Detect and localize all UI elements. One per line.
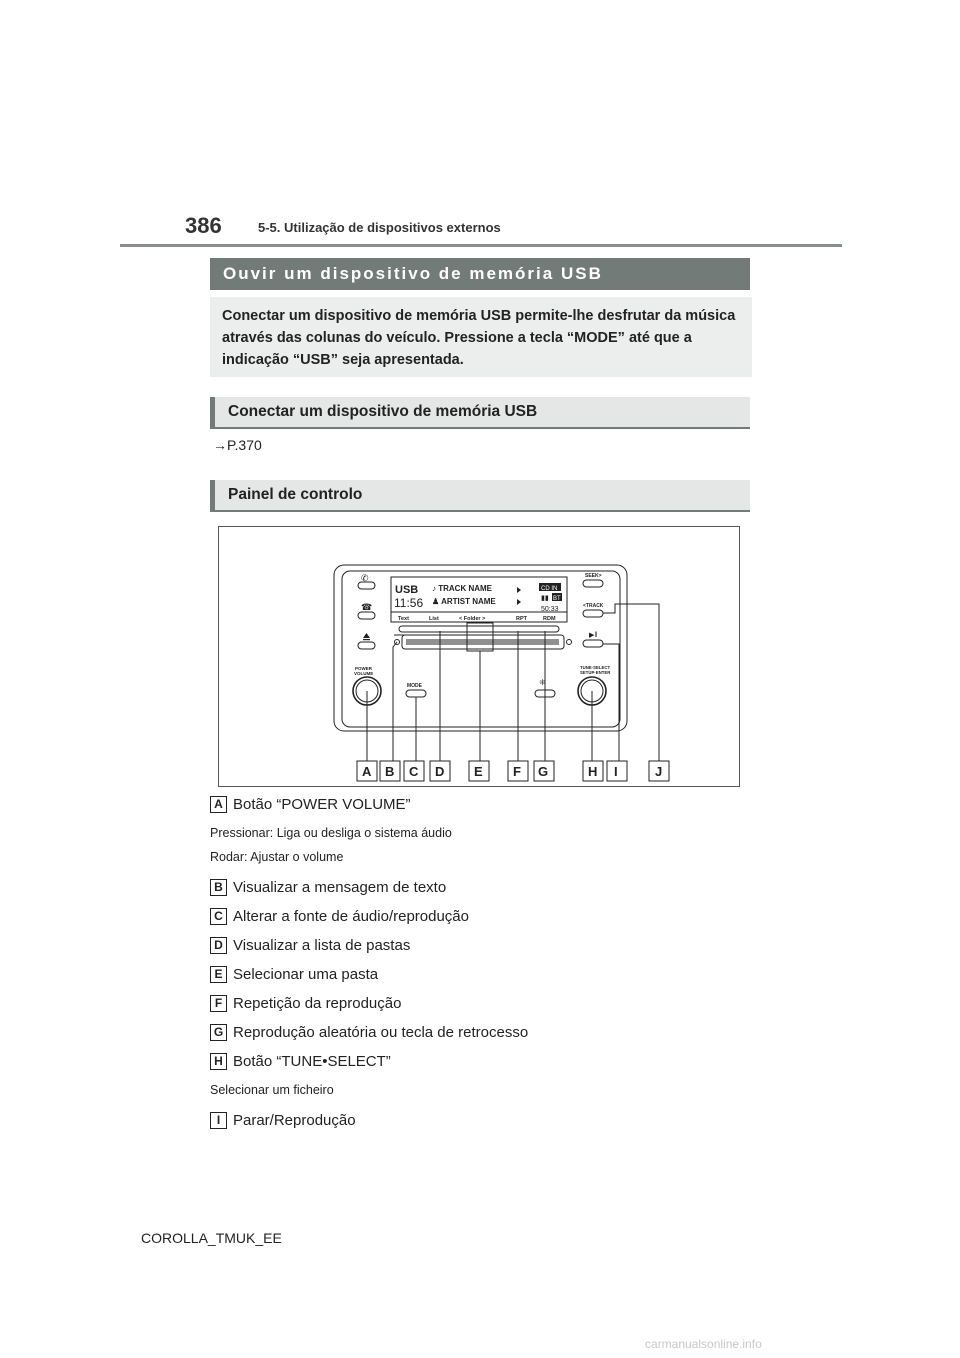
callout-g xyxy=(534,761,554,781)
callout-a xyxy=(357,761,377,781)
cd-in-badge-label: CD IN xyxy=(541,586,558,592)
legend-item-g xyxy=(210,1024,750,1044)
page-number: 386 xyxy=(185,213,222,238)
mode-button xyxy=(406,690,426,697)
legend-text: Reprodução aleatória ou tecla de retrocesso xyxy=(233,1024,529,1041)
legend-item-h xyxy=(210,1053,750,1073)
legend-text: Visualizar a lista de pastas xyxy=(233,937,411,954)
signal-icon: ▮▮ xyxy=(541,595,549,602)
callout-h xyxy=(583,761,603,781)
callout-f xyxy=(508,761,528,781)
watermark: carmanualsonline.info xyxy=(645,1337,762,1351)
legend-item-b xyxy=(210,879,750,899)
legend-letter: B xyxy=(210,879,227,896)
legend-text: Selecionar uma pasta xyxy=(233,966,379,983)
callout-j xyxy=(649,761,669,781)
legend-text: Alterar a fonte de áudio/reprodução xyxy=(233,908,469,925)
svg-text:A: A xyxy=(362,764,372,779)
legend-text: Botão “POWER VOLUME” xyxy=(233,796,411,813)
display-time: 11:56 xyxy=(394,596,424,610)
callout-b xyxy=(380,761,400,781)
display-track-name: ♪ TRACK NAME xyxy=(432,584,492,593)
power-label: POWER xyxy=(355,666,373,671)
intro-paragraph: Conectar um dispositivo de memória USB permite-lhe desfrutar da música através das colunas do veículo. Pressione a tecla “MODE” até que a indicação “USB” seja apresentada. xyxy=(210,297,752,377)
control-panel-diagram xyxy=(219,527,739,786)
legend-text: Parar/Reprodução xyxy=(233,1112,356,1129)
track-button xyxy=(583,610,603,617)
audio-settings-icon: ⁜ xyxy=(539,678,546,687)
svg-text:E: E xyxy=(474,764,483,779)
callout-i xyxy=(607,761,627,781)
hangup-icon: ☎ xyxy=(361,602,373,612)
phone-icon: ✆ xyxy=(361,573,369,583)
legend-item-d xyxy=(210,937,750,957)
page-reference-link[interactable]: →P.370 xyxy=(213,437,262,453)
legend-item-f xyxy=(210,995,750,1015)
legend-letter: D xyxy=(210,937,227,954)
svg-text:I: I xyxy=(614,764,618,779)
page-title: Ouvir um dispositivo de memória USB xyxy=(210,258,750,290)
chapter-heading: 5-5. Utilização de dispositivos externos xyxy=(258,220,501,235)
section-connect-usb: Conectar um dispositivo de memória USB xyxy=(210,397,750,429)
section-control-panel: Painel de controlo xyxy=(210,480,750,512)
legend-letter: I xyxy=(210,1112,227,1129)
display-elapsed-time: 50:33 xyxy=(541,606,559,613)
svg-text:G: G xyxy=(538,764,549,779)
artist-arrow-icon xyxy=(517,599,521,605)
display-artist-name: ♟ ARTIST NAME xyxy=(432,597,496,606)
legend-note: Rodar: Ajustar o volume xyxy=(210,850,344,864)
bt-badge-label: BT xyxy=(553,596,561,602)
legend-letter: E xyxy=(210,966,227,983)
seek-label: SEEK> xyxy=(585,573,602,579)
svg-text:F: F xyxy=(513,764,521,779)
control-panel-figure xyxy=(218,526,740,787)
callout-e xyxy=(469,761,489,781)
soft-key-rpt: RPT xyxy=(516,616,527,622)
legend-letter: C xyxy=(210,908,227,925)
callout-c xyxy=(404,761,424,781)
volume-label: VOLUME xyxy=(354,671,374,676)
setup-enter-label: SETUP·ENTER xyxy=(580,670,611,675)
soft-key-text: Text xyxy=(398,616,409,622)
phone-button xyxy=(358,582,375,589)
legend-letter: A xyxy=(210,796,227,813)
legend-item-a xyxy=(210,796,750,816)
soft-key-rdm: RDM xyxy=(543,616,556,622)
hangup-button xyxy=(358,612,375,619)
legend-letter: F xyxy=(210,995,227,1012)
eject-icon xyxy=(363,633,370,638)
callout-legend xyxy=(210,796,750,1141)
svg-text:H: H xyxy=(588,764,598,779)
mode-label: MODE xyxy=(407,683,422,689)
legend-note: Pressionar: Liga ou desliga o sistema áudio xyxy=(210,826,452,840)
legend-item-c xyxy=(210,908,750,928)
legend-text: Repetição da reprodução xyxy=(233,995,402,1012)
seek-button xyxy=(583,580,603,587)
legend-letter: H xyxy=(210,1053,227,1070)
svg-text:B: B xyxy=(385,764,395,779)
legend-text: Botão “TUNE•SELECT” xyxy=(233,1053,391,1070)
legend-item-e xyxy=(210,966,750,986)
legend-text: Visualizar a mensagem de texto xyxy=(233,879,447,896)
soft-key-strip xyxy=(399,626,559,632)
footer-model-code: COROLLA_TMUK_EE xyxy=(141,1230,282,1246)
display-source: USB xyxy=(395,584,419,596)
tune-select-label: TUNE·SELECT xyxy=(580,665,611,670)
legend-item-i xyxy=(210,1112,750,1132)
header-rule xyxy=(120,244,842,247)
legend-note: Selecionar um ficheiro xyxy=(210,1083,334,1097)
legend-letter: G xyxy=(210,1024,227,1041)
svg-text:C: C xyxy=(409,764,419,779)
track-label: <TRACK xyxy=(583,603,604,609)
soft-key-folder: < Folder > xyxy=(459,616,486,622)
svg-text:D: D xyxy=(435,764,445,779)
play-pause-button xyxy=(583,640,603,647)
svg-text:J: J xyxy=(655,764,663,779)
folder-bracket xyxy=(467,623,493,651)
play-pause-icon: ▶‖ xyxy=(589,632,598,639)
callout-d xyxy=(430,761,450,781)
track-arrow-icon xyxy=(517,587,521,593)
soft-key-list: List xyxy=(429,616,439,622)
eject-button xyxy=(358,642,375,649)
